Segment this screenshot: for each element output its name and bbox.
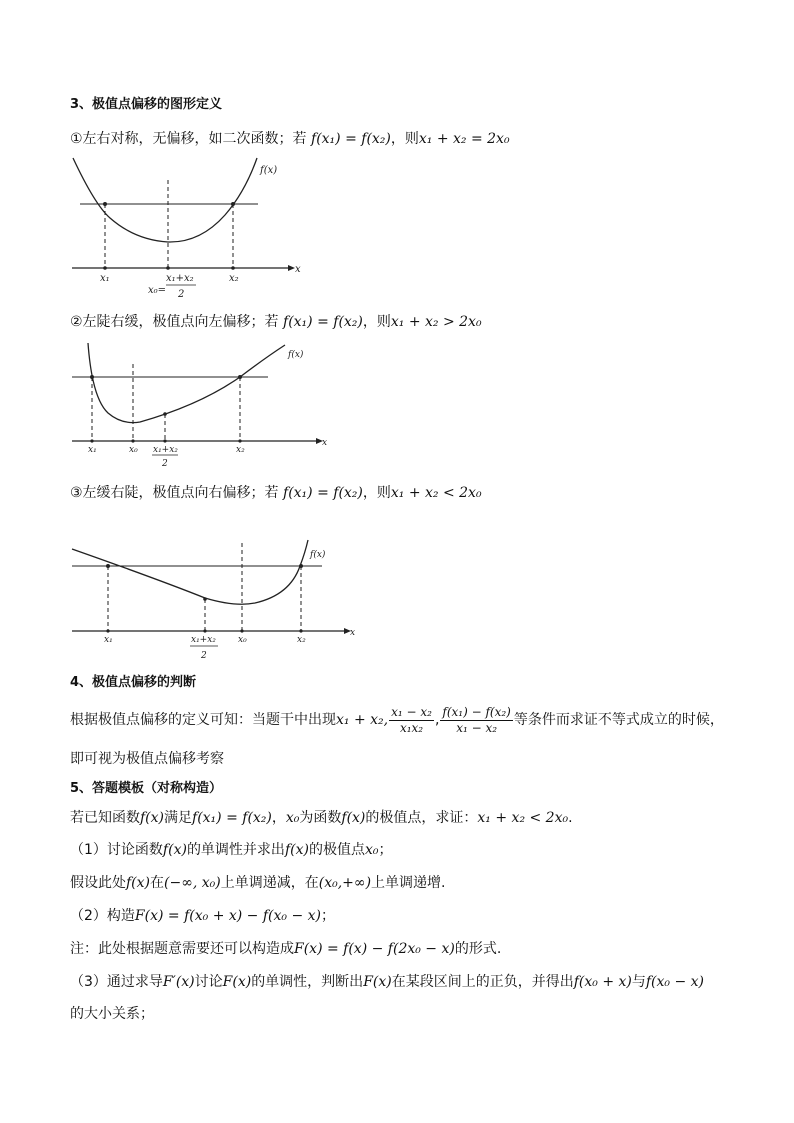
g1-x0-eq-label: x₀=: [148, 285, 167, 296]
s5-l6-j: f(x₀ − x): [645, 974, 705, 990]
s5-l4-b: F(x) = f(x₀ + x) − f(x₀ − x): [134, 908, 321, 924]
g3-x0-label: x₀: [238, 635, 247, 645]
s5-l2-c: 的单调性并求出: [186, 842, 285, 858]
s5-l1-e: ，: [271, 810, 286, 826]
section5-line4: [70, 906, 335, 926]
case3-text: ③左缓右陡，极值点向右偏移；若: [70, 485, 279, 501]
s5-l6-f: F(x): [363, 974, 392, 990]
section4-heading: 4、极值点偏移的判断: [70, 675, 197, 690]
g1-x1-label: x₁: [100, 273, 110, 284]
section4-text-before: 根据极值点偏移的定义可知：当题干中出现: [70, 712, 336, 728]
s5-l2-g: ；: [378, 842, 393, 858]
frac2-numerator: f(x₁) − f(x₂): [442, 704, 511, 719]
s5-l3-a: 假设此处: [70, 875, 126, 891]
section5-heading: 5、答题模板（对称构造）: [70, 781, 223, 796]
s5-l5-b: F(x) = f(x) − f(2x₀ − x): [294, 941, 455, 957]
g3-fx-label: f(x): [310, 550, 326, 560]
s5-l5-a: 注：此处根据题意需要还可以构造成: [70, 941, 294, 957]
s5-l6-e: 的单调性，判断出: [251, 974, 364, 990]
section3-heading: 3、极值点偏移的图形定义: [70, 97, 223, 112]
s5-l3-d: (−∞, x₀): [164, 875, 221, 891]
s5-l3-g: 上单调递增.: [371, 875, 446, 891]
case1-condition: f(x₁) = f(x₂): [311, 131, 391, 147]
section5-line5: [70, 939, 501, 959]
s5-l3-f: (x₀,+∞): [318, 875, 372, 891]
section4-frac1: [389, 705, 434, 736]
section5-line2: [70, 840, 392, 860]
s5-l6-i: 与: [631, 974, 646, 990]
s5-l2-f: x₀: [364, 842, 379, 858]
case2-condition: f(x₁) = f(x₂): [283, 314, 363, 330]
s5-l6-h: f(x₀ + x): [573, 974, 632, 990]
g3-mid-den: 2: [201, 651, 207, 661]
s5-l1-a: 若已知函数: [70, 810, 140, 826]
s5-l4-c: ；: [321, 908, 335, 924]
s5-l6-a: （3）通过求导: [70, 974, 163, 990]
case3-then: ，则: [362, 485, 391, 501]
s5-l2-d: f(x): [284, 842, 309, 858]
case2-text: ②左陡右缓，极值点向左偏移；若: [70, 314, 279, 330]
g2-mid-den: 2: [162, 459, 168, 469]
section5-line1: [70, 808, 573, 828]
g2-mid-num: x₁+x₂: [153, 445, 178, 455]
g3-mid-num: x₁+x₂: [191, 635, 216, 645]
s5-l1-b: f(x): [140, 810, 165, 826]
s5-l3-b: f(x): [126, 875, 151, 891]
section4-frac2: [440, 705, 512, 736]
frac2-denominator: x₁ − x₂: [456, 720, 498, 735]
s5-l2-a: （1）讨论函数: [70, 842, 163, 858]
s5-l3-c: 在: [150, 875, 165, 891]
s5-l6-b: F′(x): [162, 974, 195, 990]
s5-l1-j: x₁ + x₂ < 2x₀: [477, 810, 569, 826]
case1-then: ，则: [390, 131, 419, 147]
g1-x-label: x: [295, 264, 301, 275]
g1-x2-label: x₂: [229, 273, 239, 284]
section4-line2: 即可视为极值点偏移考察: [70, 751, 224, 767]
s5-l6-d: F(x): [222, 974, 252, 990]
s5-l1-i: 的极值点，求证：: [365, 810, 478, 826]
g2-x0-label: x₀: [129, 445, 138, 455]
s5-l1-c: 满足: [164, 810, 193, 826]
g1-fx-label: f(x): [260, 165, 278, 176]
section5-line7: 的大小关系；: [70, 1006, 154, 1022]
s5-l1-h: f(x): [341, 810, 366, 826]
frac1-denominator: x₁x₂: [399, 720, 424, 735]
section4-text-after: 等条件而求证不等式成立的时候，: [513, 712, 724, 728]
g2-x2-label: x₂: [236, 445, 245, 455]
section5-line3: [70, 873, 445, 893]
s5-l1-g: 为函数: [299, 810, 342, 826]
s5-l3-e: 上单调递减，在: [220, 875, 319, 891]
s5-l1-d: f(x₁) = f(x₂): [192, 810, 272, 826]
s5-l2-b: f(x): [162, 842, 187, 858]
s5-l5-c: 的形式.: [454, 941, 502, 957]
g1-mid-num: x₁+x₂: [166, 273, 194, 284]
s5-l6-g: 在某段区间上的正负，并得出: [391, 974, 574, 990]
s5-l1-f: x₀: [285, 810, 300, 826]
g1-mid-den: 2: [178, 289, 185, 300]
case1-result: x₁ + x₂ = 2x₀: [418, 131, 510, 147]
g2-x-label: x: [322, 438, 328, 448]
case3-result: x₁ + x₂ < 2x₀: [390, 485, 482, 501]
g2-fx-label: f(x): [288, 350, 304, 360]
frac1-numerator: x₁ − x₂: [391, 704, 432, 719]
section5-line6: [70, 972, 704, 992]
section4-line1: 根据极值点偏移的定义可知：当题干中出现x₁ + x₂, $\frac{\text{x₁ − x₂}}{\text{x₁x₂}}$ , $\frac{\text{f(x₁) − f(x₂)}}{\text{x₁ − x₂}}$ 等条件而求证不等式成立的时候，: [70, 704, 724, 735]
g3-x-label: x: [350, 628, 356, 638]
g2-x1-label: x₁: [88, 445, 97, 455]
case3-condition: f(x₁) = f(x₂): [283, 485, 363, 501]
case2-result: x₁ + x₂ > 2x₀: [390, 314, 482, 330]
section4-expr-sum: x₁ + x₂,: [336, 712, 389, 728]
s5-l6-c: 讨论: [194, 974, 223, 990]
s5-l1-k: .: [568, 810, 573, 826]
g3-x2-label: x₂: [297, 635, 306, 645]
case2-then: ，则: [362, 314, 391, 330]
case1-text: ①左右对称，无偏移，如二次函数；若: [70, 131, 307, 147]
s5-l4-a: （2）构造: [70, 908, 135, 924]
s5-l2-e: 的极值点: [308, 842, 365, 858]
g3-x1-label: x₁: [104, 635, 113, 645]
